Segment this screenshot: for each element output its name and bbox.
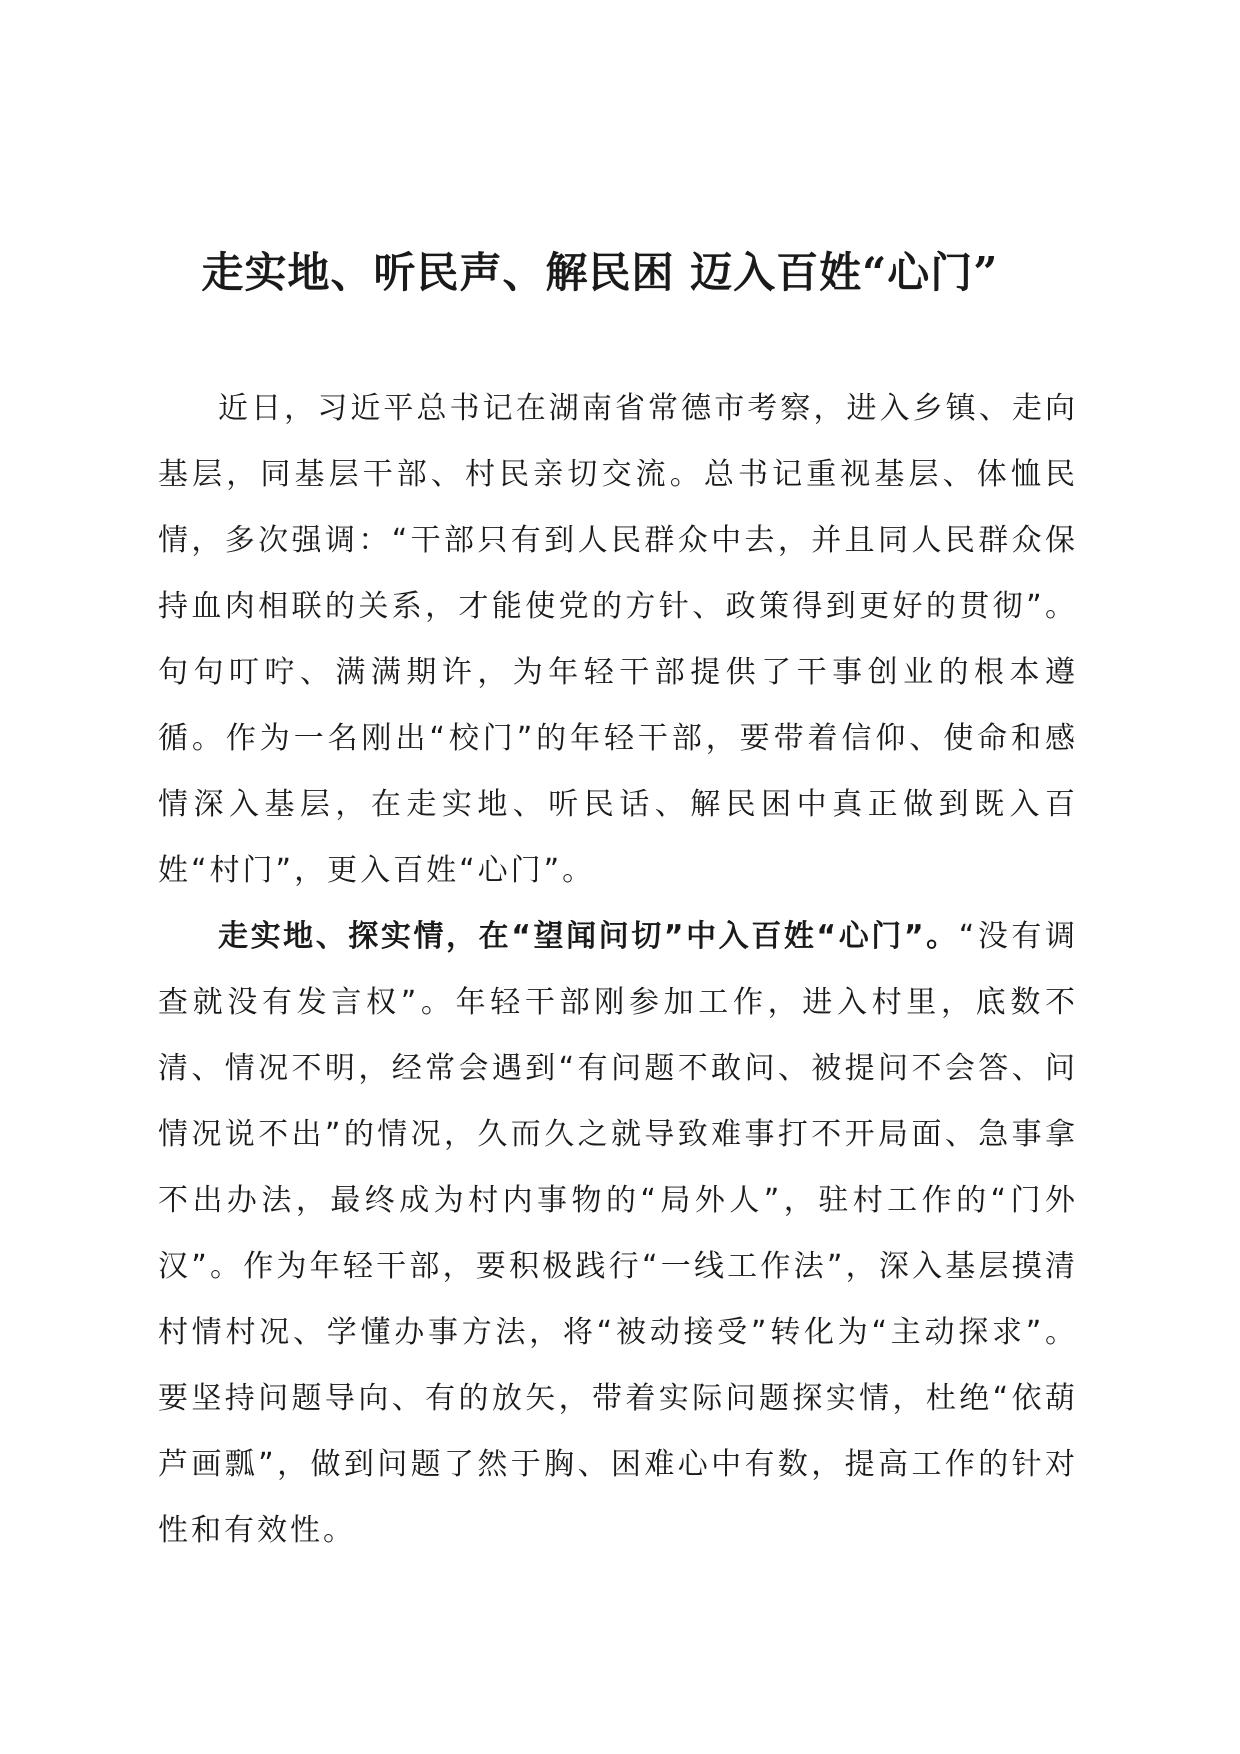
paragraph-2 <box>158 904 1078 1564</box>
paragraph-1 <box>158 376 1078 904</box>
paragraph-1-text: 近日，习近平总书记在湖南省常德市考察，进入乡镇、走向基层，同基层干部、村民亲切交流。总书记重视基层、体恤民情，多次强调：“干部只有到人民群众中去，并且同人民群众保持血肉相联的关系，才能使党的方针、政策得到更好的贯彻”。句句叮咛、满满期许，为年轻干部提供了干事创业的根本遵循。作为一名刚出“校门”的年轻干部，要带着信仰、使命和感情深入基层，在走实地、听民话、解民困中真正做到既入百姓“村门”，更入百姓“心门”。 <box>158 391 1078 888</box>
paragraph-2-lead: 走实地、探实情，在“望闻问切”中入百姓“心门”。 <box>218 919 959 954</box>
paragraph-2-text: “没有调查就没有发言权”。年轻干部刚参加工作，进入村里，底数不清、情况不明，经常会遇到“有问题不敢问、被提问不会答、问情况说不出”的情况，久而久之就导致难事打不开局面、急事拿不出办法，最终成为村内事物的“局外人”，驻村工作的“门外汉”。作为年轻干部，要积极践行“一线工作法”，深入基层摸清村情村况、学懂办事方法，将“被动接受”转化为“主动探求”。要坚持问题导向、有的放矢，带着实际问题探实情，杜绝“依葫芦画瓢”，做到问题了然于胸、困难心中有数，提高工作的针对性和有效性。 <box>158 919 1078 1548</box>
document-body <box>158 376 1078 1564</box>
document-title: 走实地、听民声、解民困 迈入百姓“心门” <box>201 248 999 297</box>
